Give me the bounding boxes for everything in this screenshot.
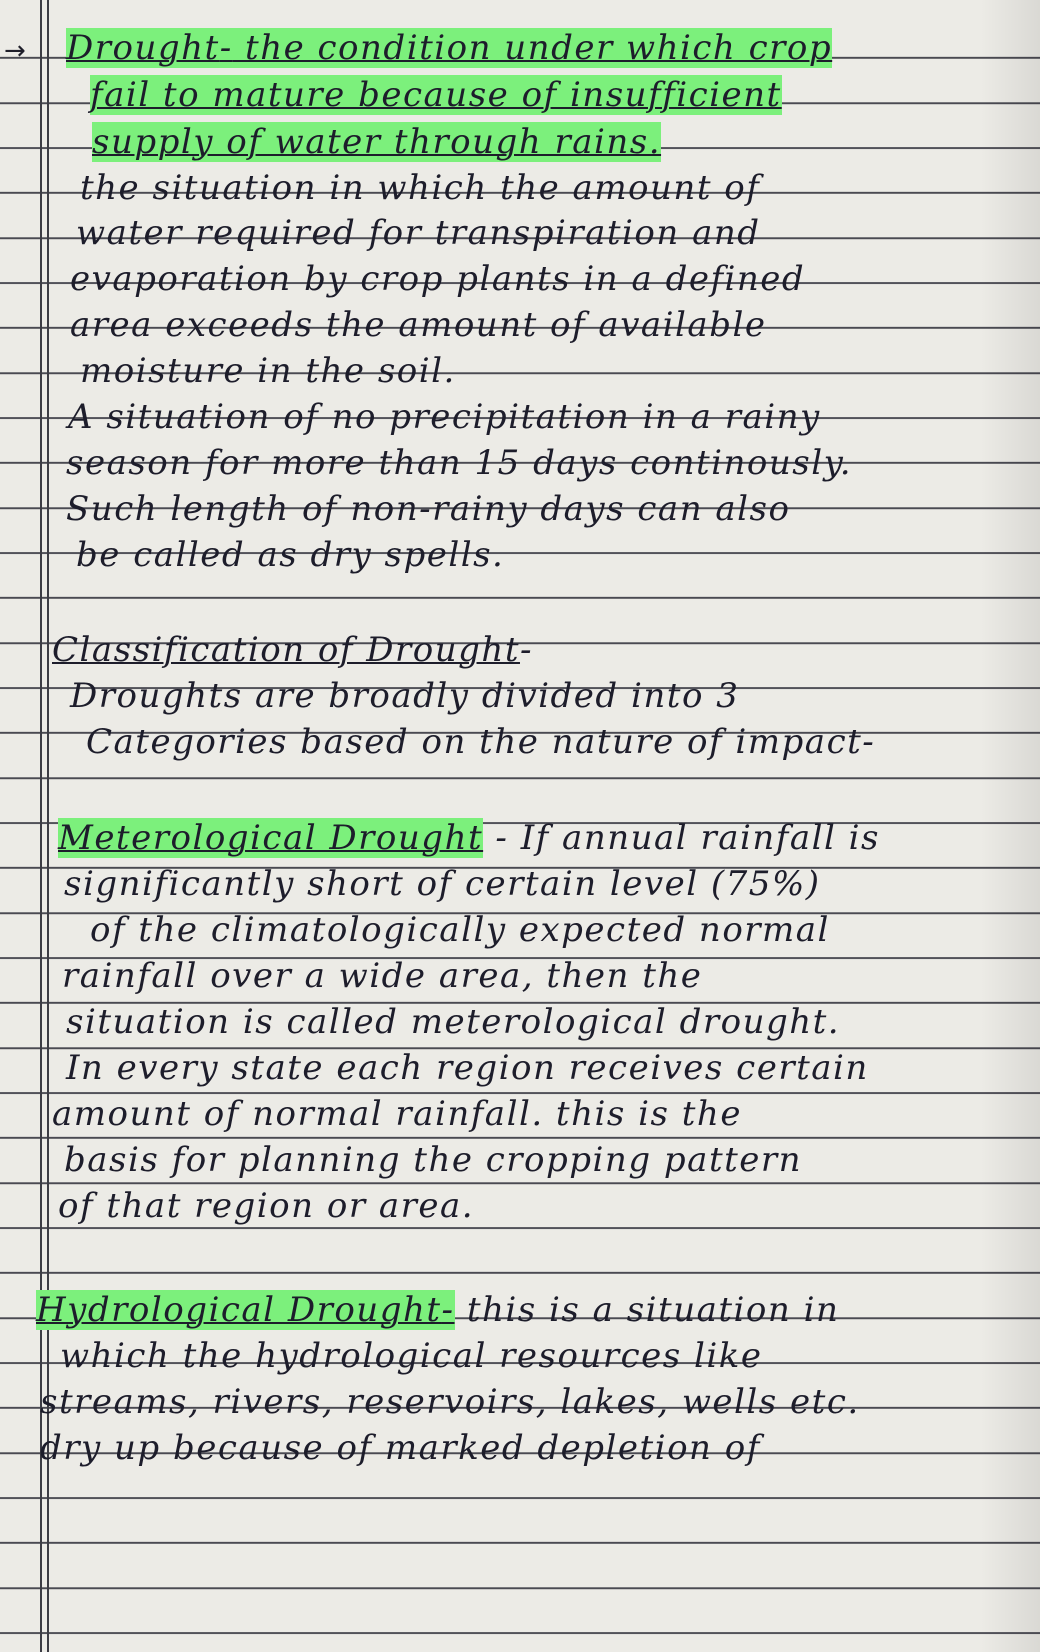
meteorological-line-6: In every state each region receives certain [66, 1048, 869, 1088]
situation-line-3: evaporation by crop plants in a defined [70, 259, 806, 299]
meteorological-term: Meterological Drought [58, 818, 484, 858]
hydrological-term: Hydrological Drought [36, 1290, 442, 1330]
hydrological-line-2: which the hydrological resources like [60, 1336, 763, 1376]
classification-heading: Classification of Drought- [52, 630, 533, 670]
hydrological-line-1: Hydrological Drought- this is a situation in [36, 1290, 840, 1330]
drought-definition-line-3: supply of water through rains. [92, 122, 662, 162]
dry-spell-line-3: Such length of non-rainy days can also [66, 489, 791, 529]
arrow-bullet-icon: → [4, 36, 26, 66]
hydrological-line-4: dry up because of marked depletion of [40, 1428, 761, 1468]
situation-line-1: the situation in which the amount of [80, 168, 761, 208]
situation-line-2: water required for transpiration and [76, 213, 761, 253]
meteorological-line-8: basis for planning the cropping pattern [64, 1140, 803, 1180]
meteorological-line-3: of the climatologically expected normal [90, 910, 830, 950]
page-curl-shadow [980, 0, 1040, 1652]
classification-line-2: Droughts are broadly divided into 3 [70, 676, 740, 716]
meteorological-line-1: Meterological Drought - If annual rainfall is [58, 818, 880, 858]
classification-line-3: Categories based on the nature of impact- [86, 722, 876, 762]
dry-spell-line-4: be called as dry spells. [76, 535, 505, 575]
meteorological-line-9: of that region or area. [58, 1186, 475, 1226]
drought-term: Drought [66, 28, 220, 68]
drought-definition-line-1: Drought- the condition under which crop [66, 28, 833, 68]
dry-spell-line-2: season for more than 15 days continously. [66, 443, 853, 483]
meteorological-line-5: situation is called meterological drought. [66, 1002, 841, 1042]
meteorological-line-2: significantly short of certain level (75%) [64, 864, 821, 904]
situation-line-4: area exceeds the amount of available [70, 305, 767, 345]
meteorological-line-4: rainfall over a wide area, then the [62, 956, 703, 996]
drought-definition-line-2: fail to mature because of insufficient [90, 75, 782, 115]
situation-line-5: moisture in the soil. [80, 351, 456, 391]
hydrological-line-3: streams, rivers, reservoirs, lakes, wells etc. [40, 1382, 860, 1422]
meteorological-line-7: amount of normal rainfall. this is the [52, 1094, 742, 1134]
dry-spell-line-1: A situation of no precipitation in a rainy [68, 397, 821, 437]
